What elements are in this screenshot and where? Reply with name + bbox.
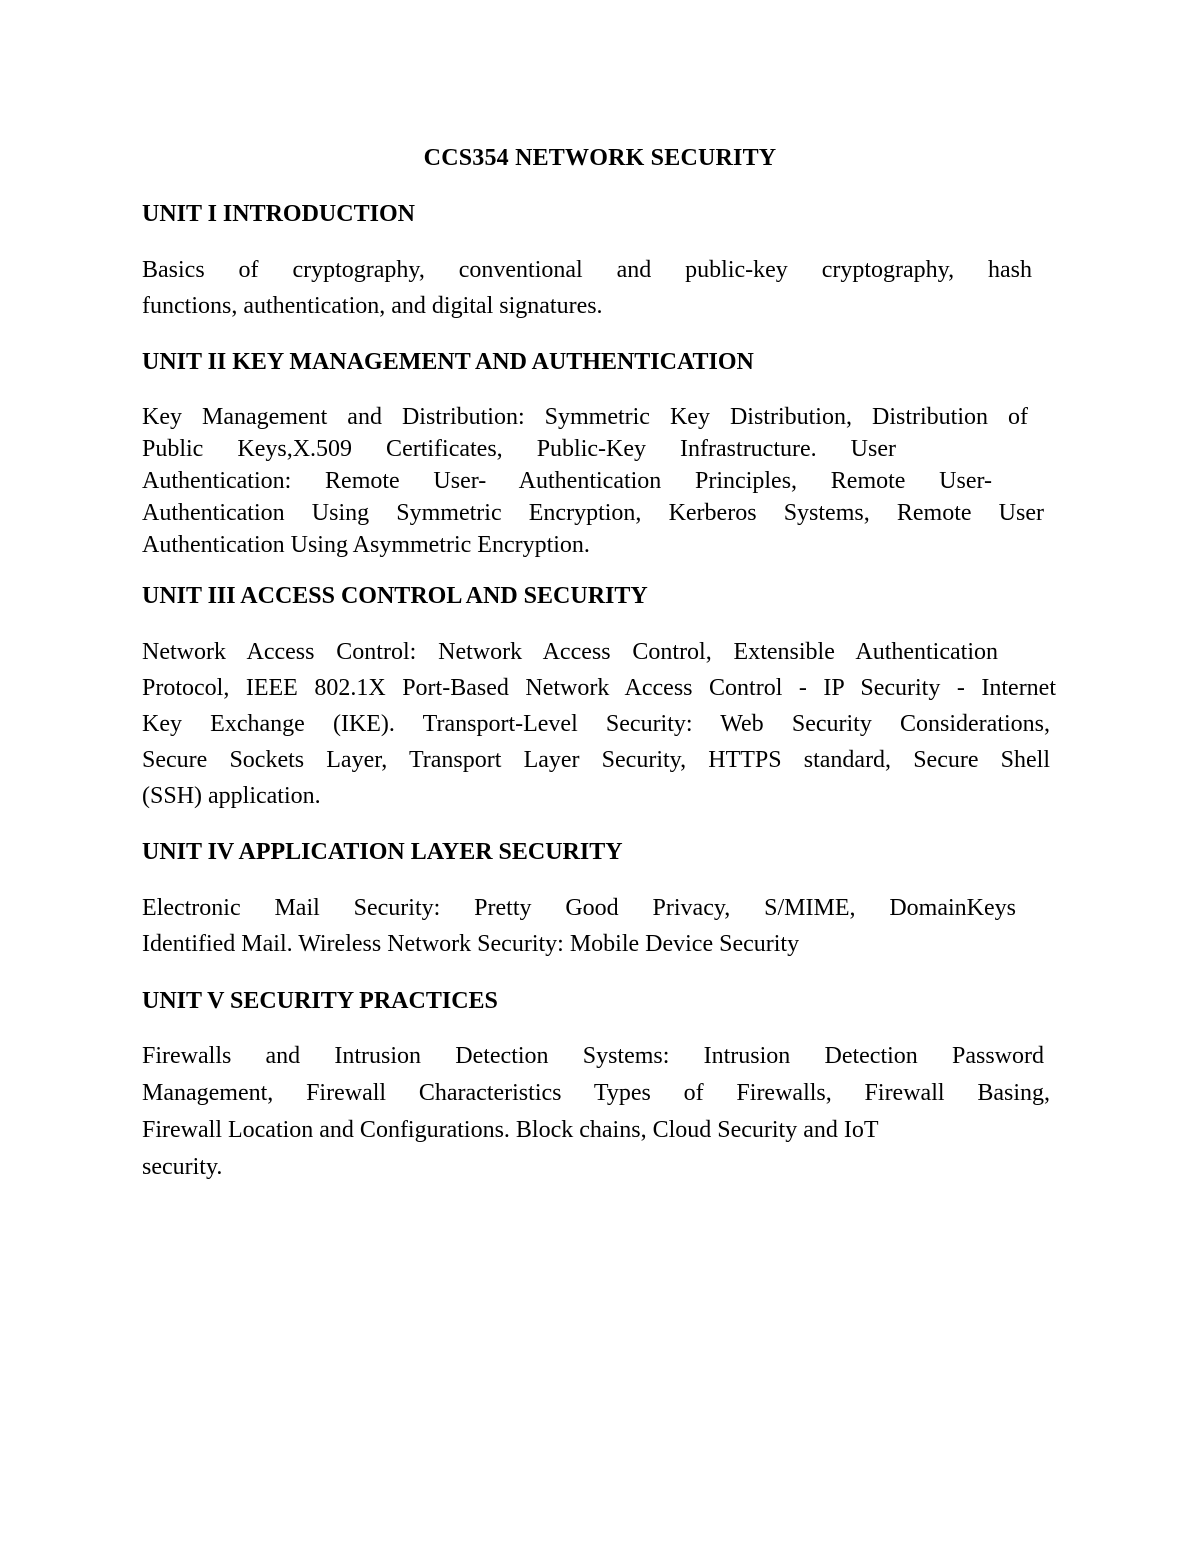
- unit-2-body: [142, 401, 1062, 561]
- unit-3-line-3: Key Exchange (IKE). Transport-Level Security: Web Security Considerations,: [142, 711, 1050, 737]
- unit-4-heading: UNIT IV APPLICATION LAYER SECURITY: [142, 839, 623, 865]
- unit-5-line-4: security.: [142, 1154, 223, 1180]
- unit-3-line-2: Protocol, IEEE 802.1X Port-Based Network Access Control - IP Security - Internet: [142, 675, 1056, 701]
- unit-5-line-1: Firewalls and Intrusion Detection Systems: Intrusion Detection Password: [142, 1043, 1044, 1069]
- unit-5-body: [142, 1040, 1062, 1183]
- unit-1-line-1: Basics of cryptography, conventional and public-key cryptography, hash: [142, 257, 1032, 283]
- unit-3-heading: UNIT III ACCESS CONTROL AND SECURITY: [142, 583, 648, 609]
- unit-3-line-1: Network Access Control: Network Access Control, Extensible Authentication: [142, 639, 998, 665]
- unit-4-body: [142, 892, 1062, 960]
- unit-4-line-2: Identified Mail. Wireless Network Security: Mobile Device Security: [142, 931, 800, 957]
- unit-3-line-4: Secure Sockets Layer, Transport Layer Security, HTTPS standard, Secure Shell: [142, 747, 1050, 773]
- unit-1-line-2: functions, authentication, and digital signatures.: [142, 293, 603, 319]
- unit-5-line-2: Management, Firewall Characteristics Types of Firewalls, Firewall Basing,: [142, 1080, 1050, 1106]
- unit-2-line-3: Authentication: Remote User- Authentication Principles, Remote User-: [142, 468, 992, 494]
- unit-2-line-5: Authentication Using Asymmetric Encryption.: [142, 532, 590, 558]
- unit-3-line-5: (SSH) application.: [142, 783, 321, 809]
- unit-2-line-4: Authentication Using Symmetric Encryption, Kerberos Systems, Remote User: [142, 500, 1044, 526]
- unit-1-body: [142, 254, 1062, 322]
- unit-4-line-1: Electronic Mail Security: Pretty Good Privacy, S/MIME, DomainKeys: [142, 895, 1016, 921]
- document-title: CCS354 NETWORK SECURITY: [423, 145, 777, 171]
- unit-1-heading: UNIT I INTRODUCTION: [142, 201, 415, 227]
- unit-3-body: [142, 636, 1062, 812]
- unit-5-line-3: Firewall Location and Configurations. Block chains, Cloud Security and IoT: [142, 1117, 879, 1143]
- unit-2-heading: UNIT II KEY MANAGEMENT AND AUTHENTICATION: [142, 349, 754, 375]
- unit-2-line-1: Key Management and Distribution: Symmetric Key Distribution, Distribution of: [142, 404, 1028, 430]
- unit-2-line-2: Public Keys,X.509 Certificates, Public-Key Infrastructure. User: [142, 436, 896, 462]
- unit-5-heading: UNIT V SECURITY PRACTICES: [142, 988, 498, 1014]
